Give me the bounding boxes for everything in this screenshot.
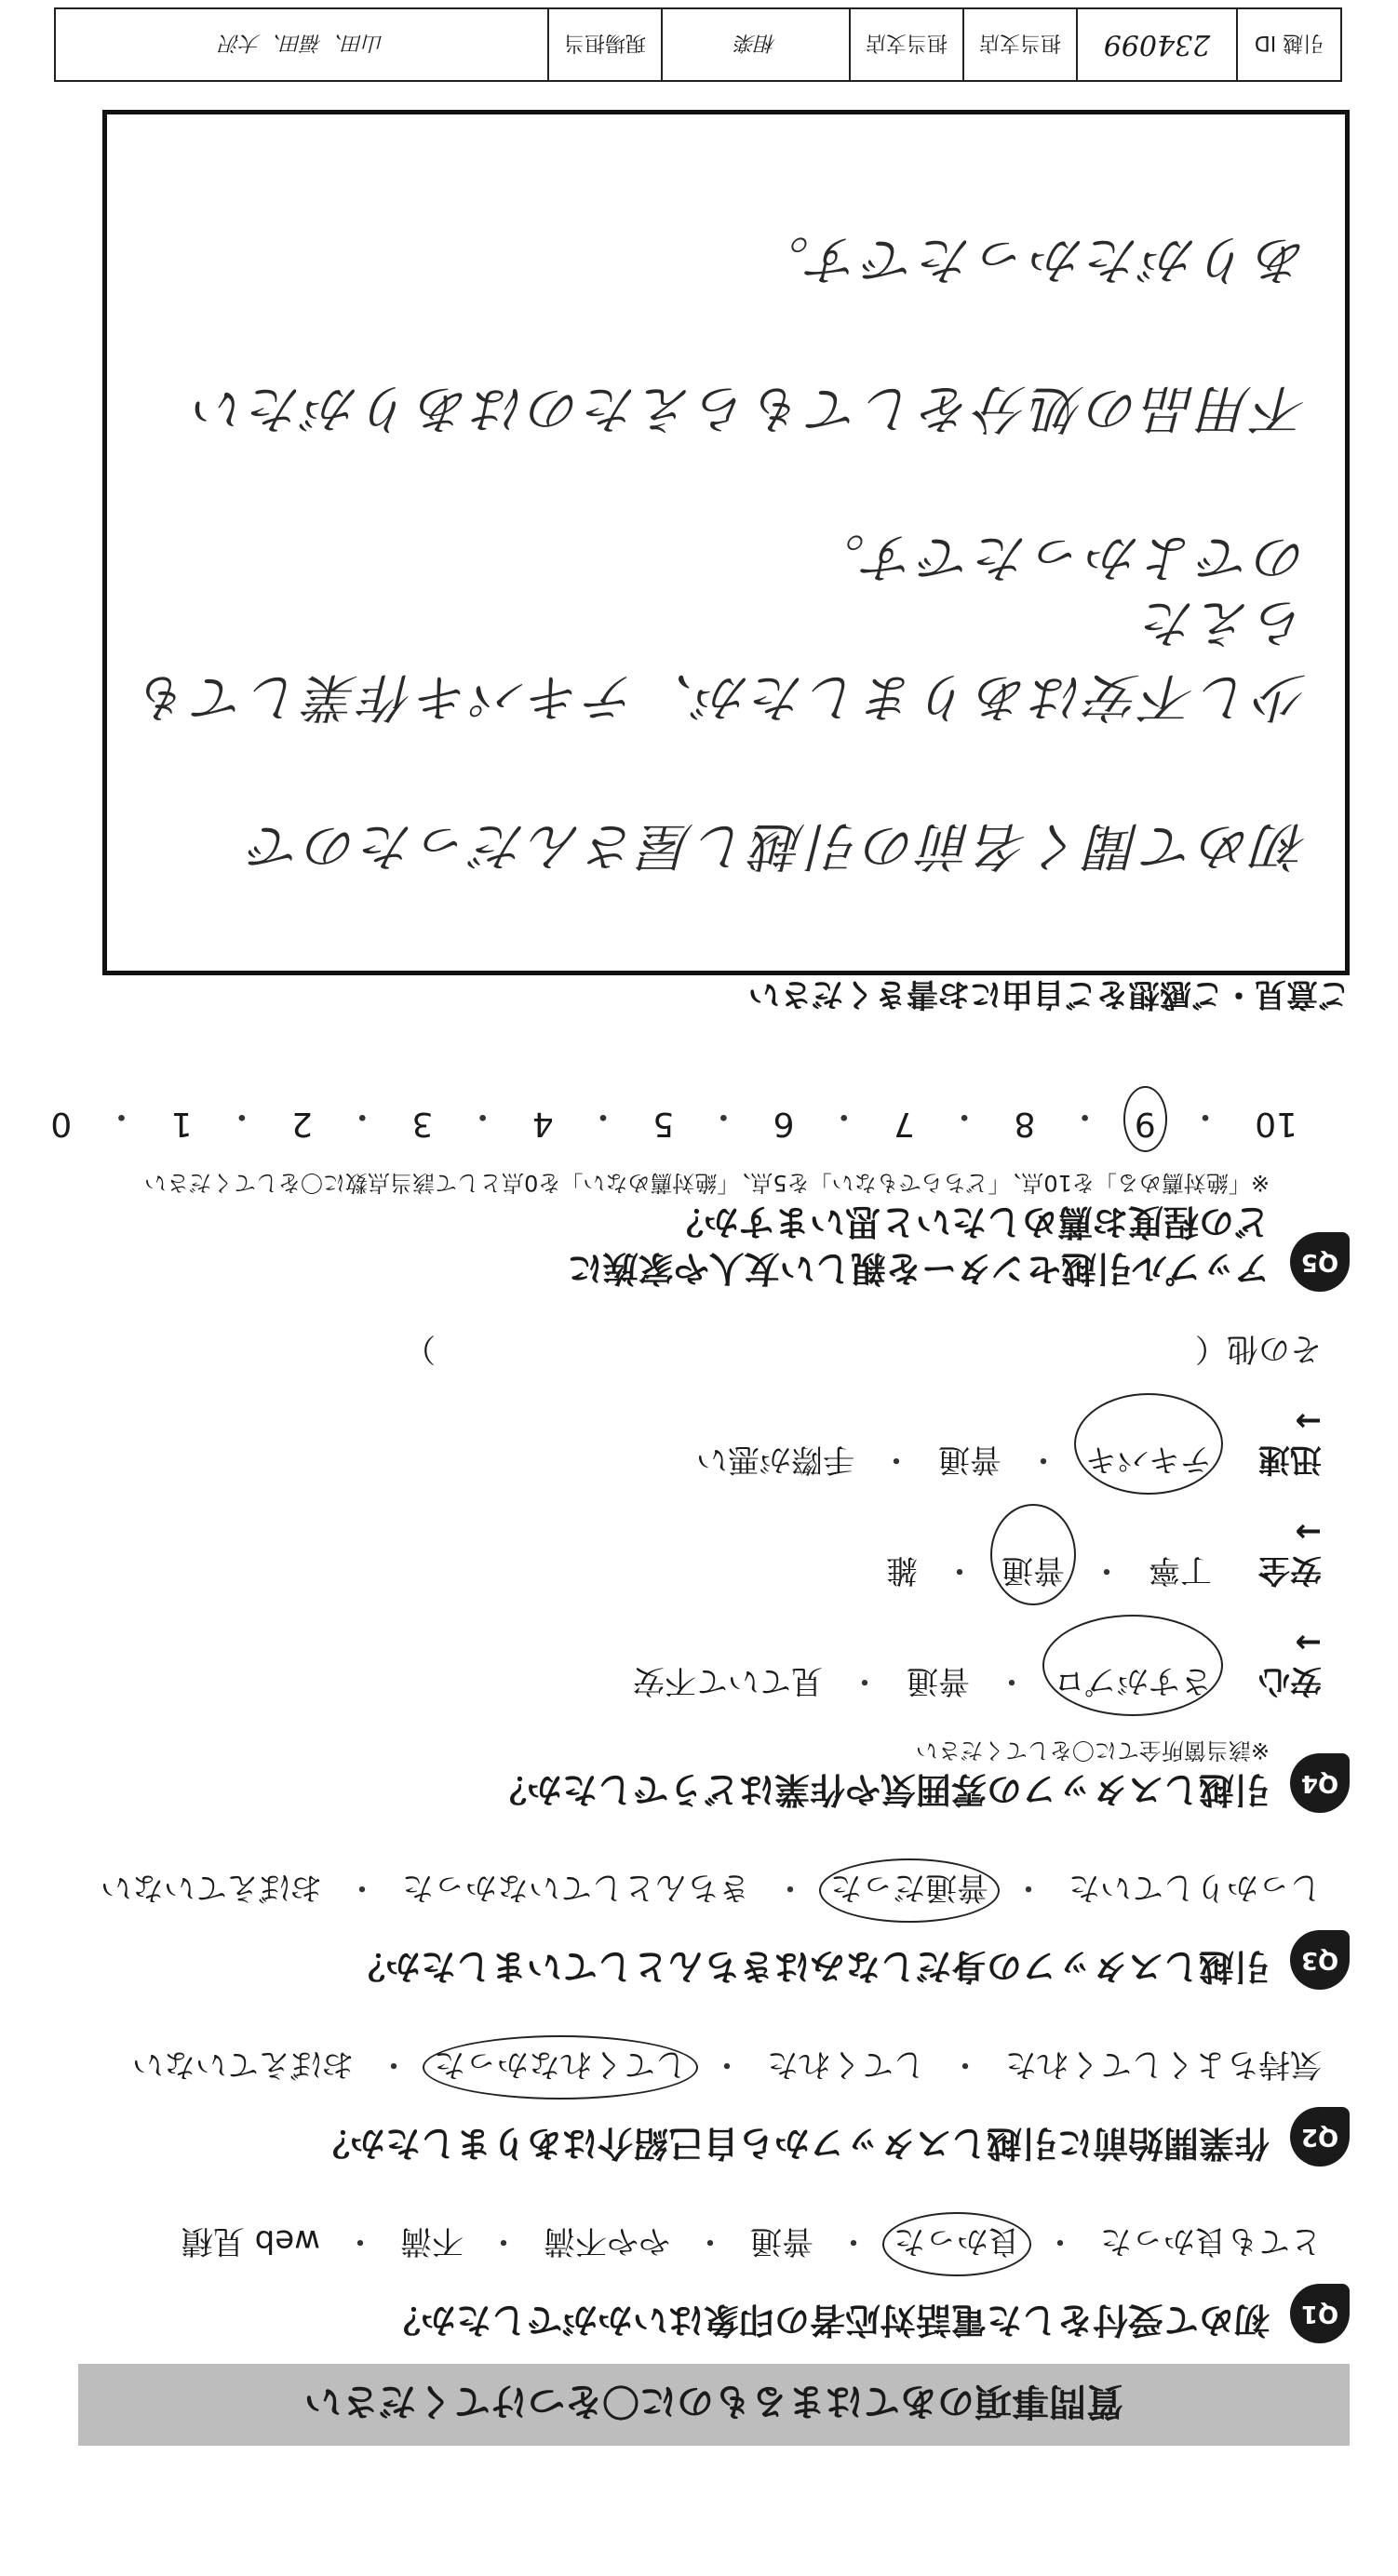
q2-option[interactable]: おぼえていない	[132, 2046, 354, 2083]
score-option[interactable]: 10	[1255, 1105, 1297, 1143]
comment-title: ご意見・ご感想をご自由にお書きください	[748, 975, 1350, 1013]
q1-option-selected[interactable]: 良かった	[894, 2221, 1020, 2267]
score-option[interactable]: 4	[531, 1105, 554, 1143]
q4-row-label: 迅速 →	[1258, 1402, 1322, 1478]
handwritten-line: ありがたかったです。	[753, 229, 1308, 289]
q4-option-selected[interactable]: テキパキ	[1085, 1402, 1212, 1485]
score-option[interactable]: 2	[291, 1105, 313, 1143]
handwritten-line: 初めて聞く名前の引越し屋さんだったので	[247, 815, 1308, 876]
q4-row-label: 安全 →	[1258, 1513, 1322, 1589]
handwritten-line: のでよかったです。	[809, 527, 1308, 587]
q4-row-label: 安心 →	[1258, 1624, 1322, 1699]
q4-row-anshin: 安心 → さすがプロ ・ 普通 ・ 見ていて不安	[56, 1624, 1322, 1707]
q1-option[interactable]: とても良かった	[1100, 2222, 1322, 2260]
q3-option[interactable]: おぼえていない	[101, 1869, 322, 1906]
q2-options: 気持ちよくしてくれた ・ してくれた ・ してくれなかった ・ おぼえていない	[56, 2045, 1322, 2090]
score-option[interactable]: 7	[894, 1105, 915, 1143]
q2-option[interactable]: 気持ちよくしてくれた	[1005, 2046, 1322, 2083]
q4-title: 引越しスタッフの雰囲気や作業はどうでしたか？	[491, 1769, 1270, 1810]
signature-1: 相楽	[661, 9, 849, 80]
score-option[interactable]: 6	[773, 1105, 795, 1143]
q5-note: ※「絶対薦める」を10点、「どちらでもない」を5点、「絶対薦めない」を0点として該当点数に〇をしてください	[144, 1170, 1270, 1196]
site-label: 現場担当	[547, 9, 661, 80]
score-option[interactable]: 0	[50, 1105, 73, 1143]
id-table	[54, 7, 1342, 82]
q4-note: ※該当箇所全てに〇をしてください	[915, 1737, 1270, 1764]
score-option[interactable]: 8	[1014, 1105, 1036, 1143]
q5-badge-icon: Q5	[1290, 1232, 1350, 1292]
q3-options: しっかりしていた ・ 普通だった ・ きちんとしていなかった ・ おぼえていない	[56, 1868, 1322, 1913]
handwritten-line: 不用品の処分をしてもらえたのはありがたい	[191, 378, 1308, 438]
instruction-band	[78, 2364, 1350, 2446]
question-5	[56, 1167, 1350, 1292]
score-option-selected[interactable]: 9	[1135, 1095, 1156, 1143]
q4-other-field[interactable]: その他（ ）	[404, 1330, 1322, 1367]
id-label: 引越 ID	[1236, 9, 1340, 80]
q4-row-anzen: 安全 → 丁寧 ・ 普通 ・ 雑	[56, 1513, 1322, 1596]
q4-option[interactable]: 普通	[907, 1662, 970, 1699]
q5-title-line2: どの程度お薦めしたいと思いますか？	[667, 1201, 1270, 1242]
q5-score-scale: 10 ・ 9 ・ 8 ・ 7 ・ 6 ・ 5 ・ 4 ・ 3 ・ 2 ・ 1 ・ 0	[50, 1097, 1297, 1143]
score-option[interactable]: 3	[411, 1105, 434, 1143]
signature-2: 山田、福田、大沢	[220, 31, 384, 55]
score-option[interactable]: 1	[170, 1105, 193, 1143]
q2-title: 作業開始前に引越しスタッフから自己紹介はありましたか？	[314, 2123, 1270, 2164]
id-value: 234099	[1076, 9, 1236, 80]
q2-option[interactable]: してくれた	[767, 2046, 925, 2083]
q4-option-selected[interactable]: 普通	[1001, 1513, 1065, 1596]
question-3	[56, 1868, 1350, 1990]
q4-option[interactable]: 丁寧	[1149, 1551, 1212, 1589]
q5-title-line1: アップル引越センターを親しい友人や家族に	[567, 1248, 1270, 1289]
q1-option[interactable]: 不満	[400, 2222, 464, 2260]
q1-option[interactable]: 普通	[750, 2222, 813, 2260]
q4-option-selected[interactable]: さすがプロ	[1054, 1624, 1212, 1707]
q4-option[interactable]: 普通	[938, 1441, 1001, 1478]
q4-other	[56, 1329, 1322, 1375]
question-1	[56, 2221, 1350, 2343]
q1-title: 初めて受付をした電話対応者の印象はいかがでしたか？	[384, 2300, 1270, 2341]
q3-option-selected[interactable]: 普通だった	[830, 1868, 988, 1913]
q4-option[interactable]: 手際が悪い	[696, 1441, 854, 1478]
q3-badge-icon: Q3	[1290, 1930, 1350, 1990]
comment-box[interactable]	[102, 110, 1350, 975]
q4-row-jinsoku: 迅速 → テキパキ ・ 普通 ・ 手際が悪い	[56, 1402, 1322, 1485]
q2-badge-icon: Q2	[1290, 2107, 1350, 2167]
instruction-text: 質問事項のあてはまるものに〇をつけてください	[304, 2380, 1123, 2423]
q4-badge-icon: Q4	[1290, 1753, 1350, 1813]
q1-option[interactable]: web 見積	[181, 2222, 320, 2260]
q2-option-selected[interactable]: してくれなかった	[434, 2045, 687, 2090]
q1-option[interactable]: やや不満	[544, 2222, 670, 2260]
q4-option[interactable]: 見ていて不安	[633, 1662, 823, 1699]
q3-option[interactable]: しっかりしていた	[1069, 1869, 1322, 1906]
q3-option[interactable]: きちんとしていなかった	[402, 1869, 750, 1906]
branch-label: 担当支店	[962, 9, 1076, 80]
question-2	[56, 2045, 1350, 2167]
q3-title: 引越しスタッフの身だしなみはきちんとしていましたか？	[349, 1946, 1270, 1987]
handwritten-line: 少し不安はありましたが、テキパキ作業してもらえた	[135, 592, 1308, 727]
question-4	[56, 1329, 1350, 1813]
branch-label-2: 担当支店	[849, 9, 962, 80]
score-option[interactable]: 5	[652, 1105, 675, 1143]
q1-options: とても良かった ・ 良かった ・ 普通 ・ やや不満 ・ 不満 ・ web 見積	[56, 2221, 1322, 2267]
q1-badge-icon: Q1	[1290, 2284, 1350, 2343]
q4-option[interactable]: 雑	[886, 1551, 918, 1589]
